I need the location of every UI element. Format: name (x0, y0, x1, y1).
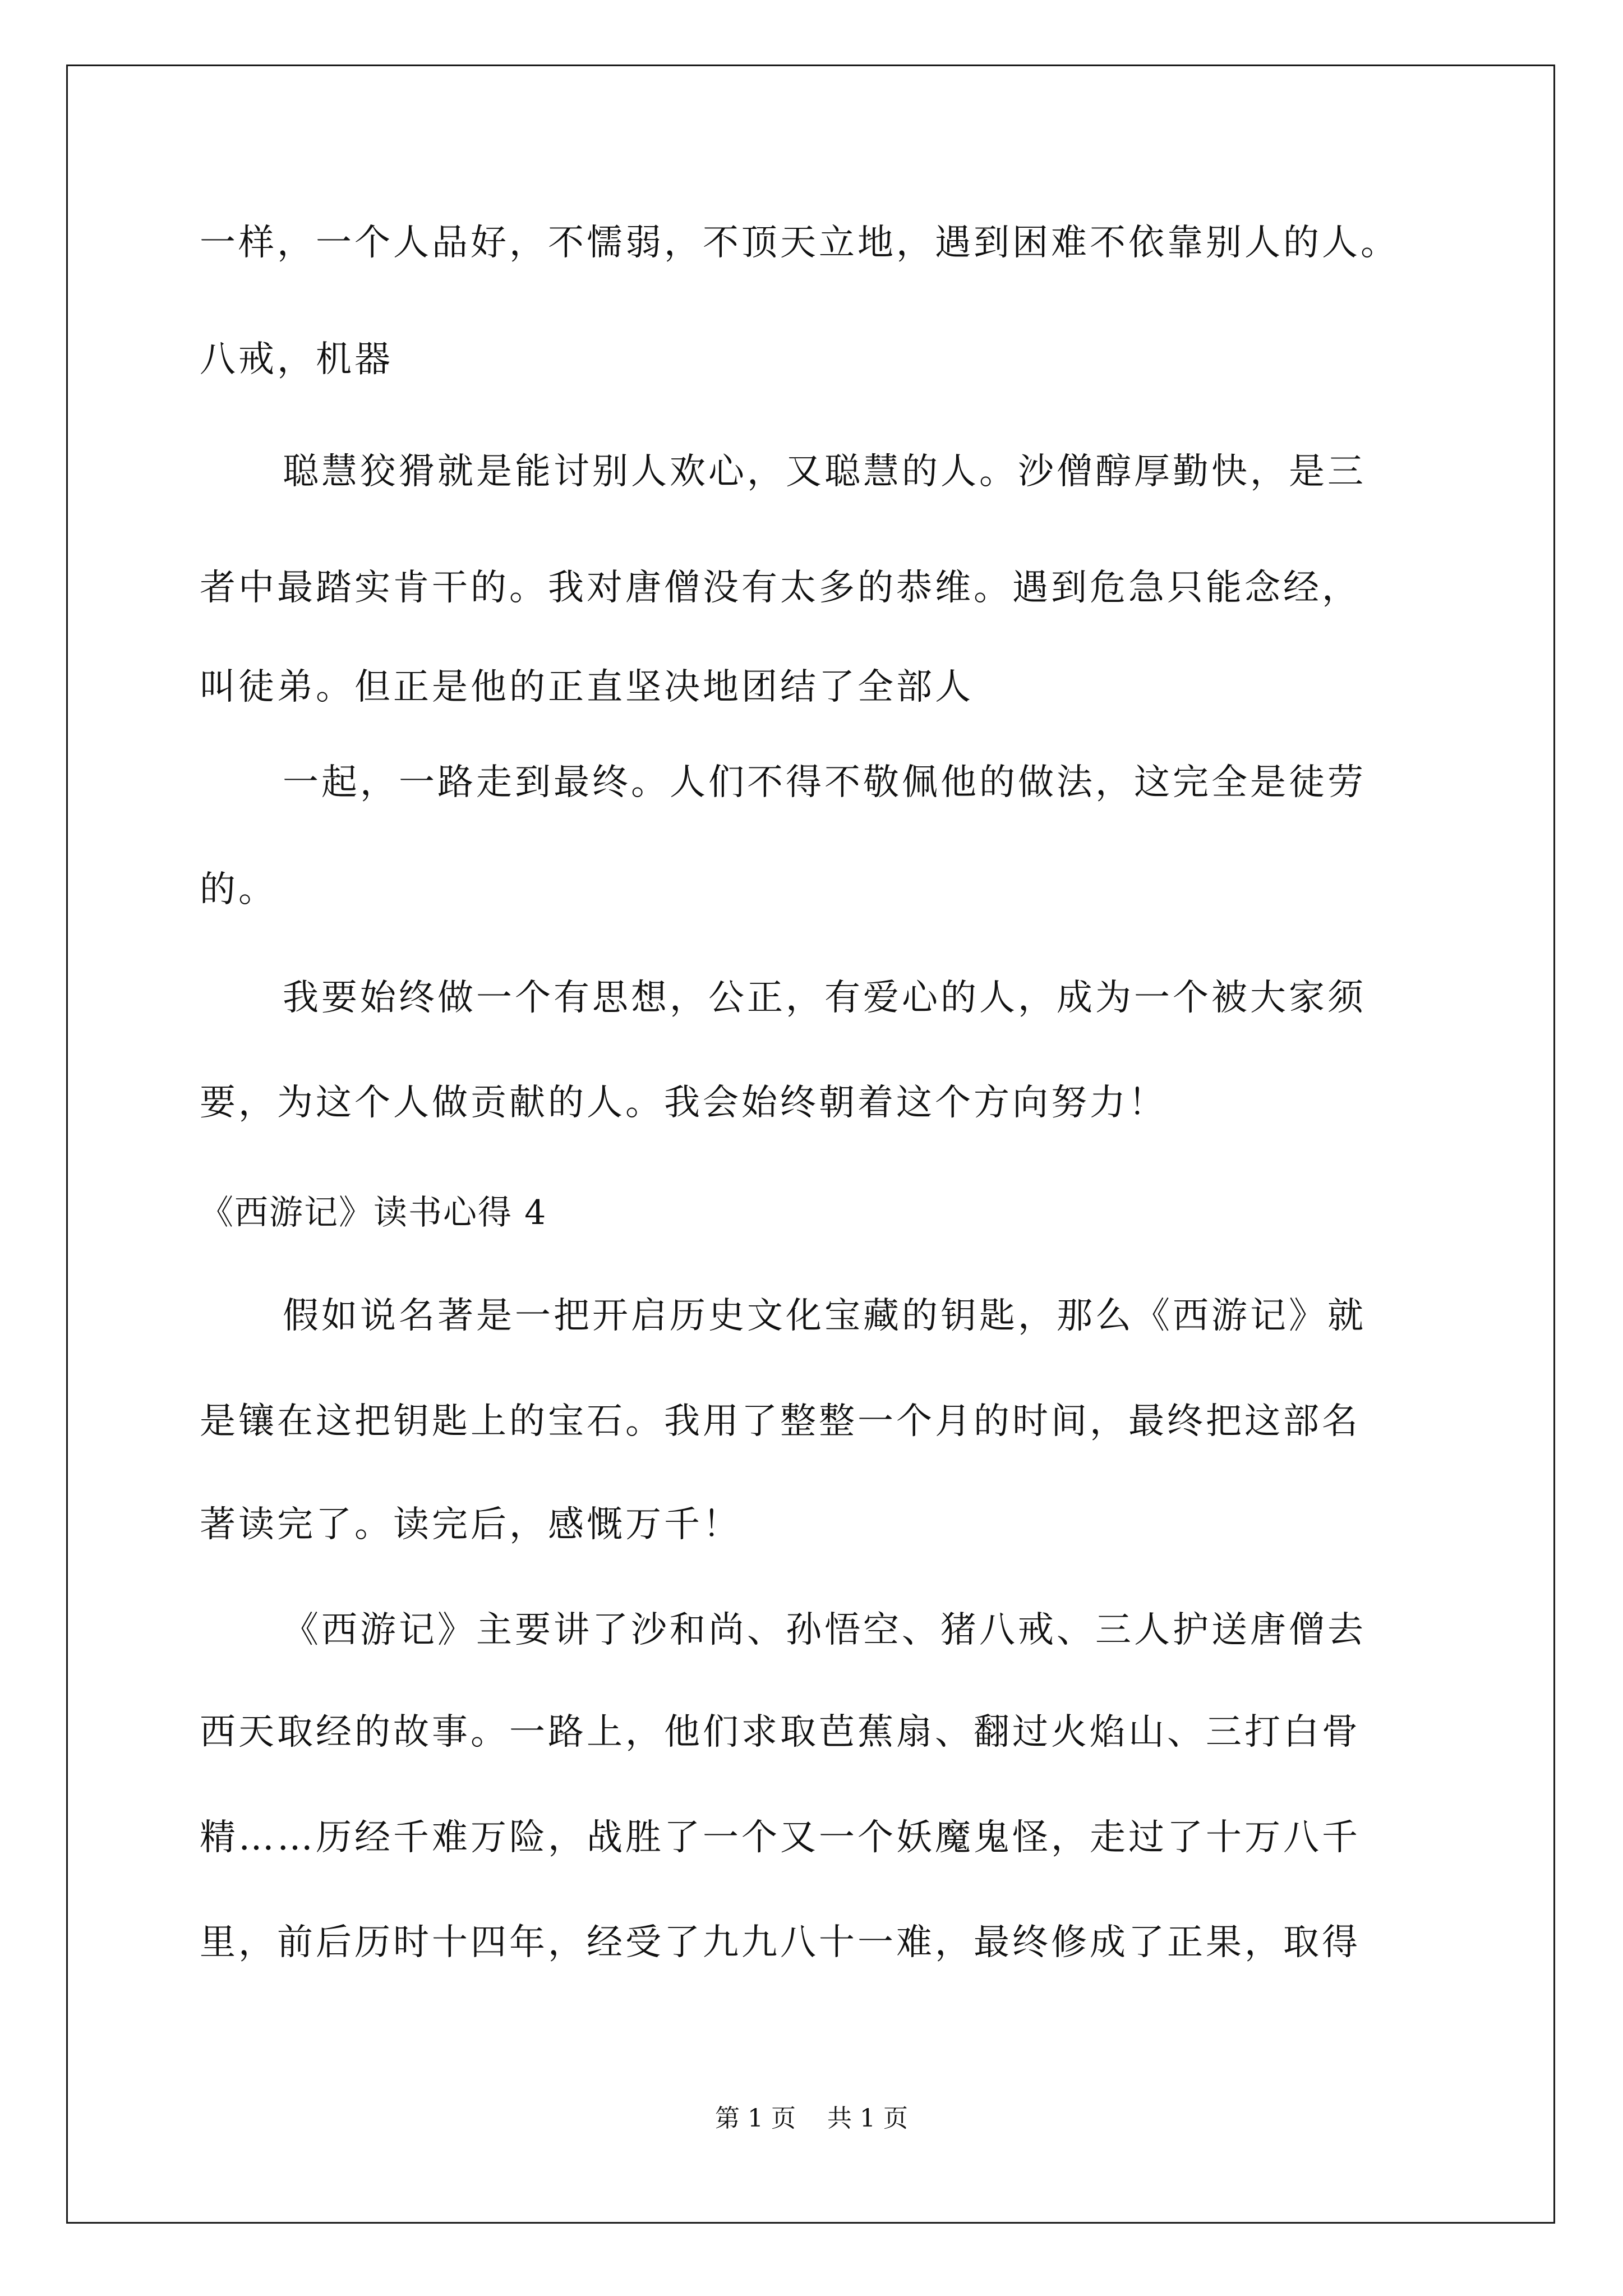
page-number-total: 共 1 页 (827, 2104, 908, 2133)
body-text-line: 八戒，机器 (200, 339, 393, 380)
body-text-line: 聪慧狡猾就是能讨别人欢心，又聪慧的人。沙僧醇厚勤快，是三 (283, 451, 1366, 493)
body-text-line: 叫徒弟。但正是他的正直坚决地团结了全部人 (200, 666, 974, 708)
body-text-line: 里，前后历时十四年，经受了九九八十一难，最终修成了正果，取得 (200, 1922, 1361, 1963)
section-heading: 《西游记》读书心得 4 (200, 1193, 547, 1232)
body-text-line: 西天取经的故事。一路上，他们求取芭蕉扇、翻过火焰山、三打白骨 (200, 1711, 1361, 1753)
page-number-current: 第 1 页 (715, 2104, 796, 2133)
body-text-line: 一样，一个人品好，不懦弱，不顶天立地，遇到困难不依靠别人的人。 (200, 222, 1399, 264)
page-frame (66, 65, 1555, 2224)
body-text-line: 者中最踏实肯干的。我对唐僧没有太多的恭维。遇到危急只能念经， (200, 567, 1361, 609)
body-text-line: 的。 (200, 869, 277, 910)
body-text-line: 一起，一路走到最终。人们不得不敬佩他的做法，这完全是徒劳 (283, 762, 1366, 803)
page-footer (0, 2102, 1623, 2136)
body-text-line: 假如说名著是一把开启历史文化宝藏的钥匙，那么《西游记》就 (283, 1295, 1366, 1337)
body-text-line: 《西游记》主要讲了沙和尚、孙悟空、猪八戒、三人护送唐僧去 (283, 1609, 1366, 1651)
body-text-line: 是镶在这把钥匙上的宝石。我用了整整一个月的时间，最终把这部名 (200, 1401, 1361, 1442)
body-text-line: 要，为这个人做贡献的人。我会始终朝着这个方向努力！ (200, 1082, 1167, 1124)
body-text-line: 精……历经千难万险，战胜了一个又一个妖魔鬼怪，走过了十万八千 (200, 1817, 1361, 1858)
body-text-line: 我要始终做一个有思想，公正，有爱心的人，成为一个被大家须 (283, 977, 1366, 1019)
body-text-line: 著读完了。读完后，感慨万千！ (200, 1504, 741, 1545)
